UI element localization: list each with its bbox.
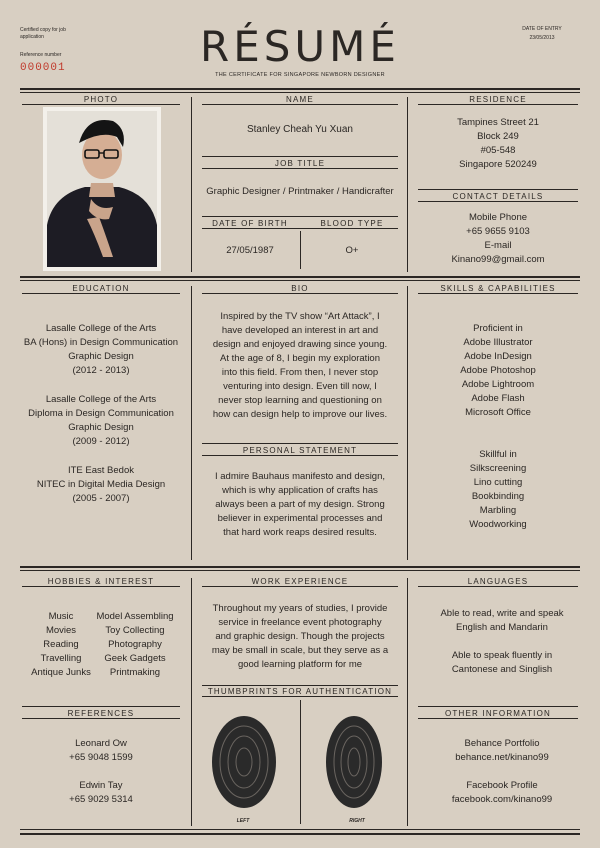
divider (202, 216, 398, 217)
address-line: Tampines Street 21 (457, 117, 539, 128)
divider (202, 685, 398, 686)
statement-line: I admire Bauhaus manifesto and design, (214, 471, 386, 482)
education-line: ITE East Bedok (67, 465, 134, 476)
reference-label: Reference number (20, 52, 62, 58)
divider (191, 578, 192, 826)
divider (202, 228, 398, 229)
statement-line: that hard work reaps desired results. (223, 527, 377, 538)
divider (22, 586, 180, 587)
date-of-entry-label: DATE OF ENTRY (522, 26, 562, 32)
dob-value: 27/05/1987 (226, 245, 274, 256)
skills-heading: SKILLS & CAPABILITIES (440, 284, 556, 293)
date-of-entry-value: 23/05/2013 (529, 35, 555, 41)
address-line: Singapore 520249 (459, 159, 537, 170)
education-line: Graphic Design (68, 422, 134, 433)
divider (22, 104, 180, 105)
hobbies-heading: HOBBIES & INTEREST (47, 577, 155, 586)
hobby-item: Travelling (40, 653, 82, 664)
skill-line: Bookbinding (471, 491, 525, 502)
divider (20, 570, 580, 571)
references-heading: REFERENCES (67, 709, 135, 718)
statement-line: which is why application of crafts has (222, 485, 378, 496)
residence-address (418, 116, 578, 172)
bio-line: never stop learning and questioning on (218, 395, 382, 406)
hobby-item: Geek Gadgets (104, 653, 166, 664)
language-line: Cantonese and Singlish (451, 664, 553, 675)
personal-statement-text (198, 470, 402, 540)
hobby-item: Movies (45, 625, 77, 636)
other-info-line: Behance Portfolio (464, 738, 540, 749)
divider (191, 97, 192, 272)
job-title-heading: JOB TITLE (274, 159, 326, 168)
other-info-heading: OTHER INFORMATION (444, 709, 552, 718)
skill-line: Adobe Illustrator (463, 337, 533, 348)
divider (22, 706, 180, 707)
hobby-item: Toy Collecting (105, 625, 165, 636)
education-heading: EDUCATION (72, 284, 130, 293)
hobbies-right (94, 610, 176, 680)
photo-frame (43, 107, 161, 271)
divider (300, 700, 301, 824)
blood-type-value: O+ (345, 245, 359, 256)
divider (20, 92, 580, 93)
other-info-line: behance.net/kinano99 (455, 752, 549, 763)
divider (191, 286, 192, 560)
education-line: (2009 - 2012) (72, 436, 130, 447)
divider (20, 833, 580, 835)
divider (20, 829, 580, 830)
divider (202, 168, 398, 169)
hobby-item: Model Assembling (96, 611, 174, 622)
bio-line: design and enjoyed drawing since young. (212, 339, 388, 350)
skill-line: Skillful in (479, 449, 517, 460)
divider (407, 578, 408, 826)
divider (20, 276, 580, 278)
divider (418, 104, 578, 105)
education-line: Graphic Design (68, 351, 134, 362)
education-line: Lasalle College of the Arts (45, 394, 157, 405)
divider (202, 696, 398, 697)
dob-heading: DATE OF BIRTH (212, 219, 288, 228)
skill-line: Adobe Photoshop (460, 365, 536, 376)
education-line: (2005 - 2007) (72, 493, 130, 504)
reference-line: Leonard Ow (75, 738, 127, 749)
right-thumb-label: RIGHT (349, 818, 365, 824)
hobby-item: Reading (43, 639, 79, 650)
bio-line: venturing into design. Even till now, I (223, 381, 377, 392)
languages-text (418, 607, 586, 677)
address-line: Block 249 (477, 131, 519, 142)
reference-line: +65 9029 5314 (69, 794, 133, 805)
reference-line: Edwin Tay (79, 780, 123, 791)
divider (202, 455, 398, 456)
divider (202, 586, 398, 587)
work-line: may be small in scale, but they serve as a (211, 645, 389, 656)
language-line: Able to speak fluently in (451, 650, 553, 661)
bio-line: At the age of 8, I begin my exploration (219, 353, 380, 364)
residence-heading: RESIDENCE (469, 95, 527, 104)
work-line: good learning platform for me (237, 659, 363, 670)
contact-heading: CONTACT DETAILS (452, 192, 544, 201)
page-title: RÉSUMÉ (200, 22, 400, 71)
divider (300, 231, 301, 269)
divider (418, 293, 578, 294)
job-title-value: Graphic Designer / Printmaker / Handicrafter (206, 186, 394, 197)
skill-line: Adobe Lightroom (461, 379, 535, 390)
hobbies-left (24, 610, 98, 680)
divider (407, 97, 408, 272)
portrait-photo (43, 107, 161, 271)
language-line: Able to read, write and speak (440, 608, 564, 619)
other-info-list (418, 737, 586, 807)
languages-heading: LANGUAGES (467, 577, 529, 586)
divider (418, 718, 578, 719)
hobby-item: Antique Junks (31, 667, 91, 678)
divider (407, 286, 408, 560)
other-info-line: facebook.com/kinano99 (451, 794, 553, 805)
skill-line: Proficient in (473, 323, 523, 334)
divider (20, 280, 580, 281)
statement-line: always been a part of my design. Strong (215, 499, 385, 510)
bio-line: Inspired by the TV show “Art Attack”, I (220, 311, 380, 322)
references-list (22, 737, 180, 807)
education-line: (2012 - 2013) (72, 365, 130, 376)
skill-line: Lino cutting (473, 477, 523, 488)
contact-line: Kinano99@gmail.com (451, 254, 545, 265)
contact-line: E-mail (484, 240, 512, 251)
skill-line: Adobe Flash (471, 393, 525, 404)
divider (202, 443, 398, 444)
work-line: Throughout my years of studies, I provide (212, 603, 388, 614)
thumbprints-heading: THUMBPRINTS FOR AUTHENTICATION (207, 687, 393, 696)
personal-statement-heading: PERSONAL STATEMENT (242, 446, 358, 455)
right-thumbprint-icon (322, 712, 386, 812)
education-list (12, 322, 190, 506)
hobby-item: Music (48, 611, 74, 622)
skill-line: Marbling (479, 505, 517, 516)
language-line: English and Mandarin (456, 622, 548, 633)
reference-number: 000001 (20, 62, 66, 74)
left-thumb-label: LEFT (236, 818, 250, 824)
work-line: service in freelance event photography (218, 617, 382, 628)
hobby-item: Photography (108, 639, 162, 650)
divider (202, 293, 398, 294)
certified-note: Certified copy for job application (20, 27, 66, 40)
page-subtitle: THE CERTIFICATE FOR SINGAPORE NEWBORN DESIGNER (215, 72, 385, 78)
blood-type-heading: BLOOD TYPE (320, 219, 384, 228)
work-line: and graphic design. Though the projects (215, 631, 385, 642)
statement-line: believer in experimental processes and (217, 513, 383, 524)
skill-line: Microsoft Office (465, 407, 531, 418)
divider (418, 201, 578, 202)
education-line: NITEC in Digital Media Design (36, 479, 166, 490)
divider (202, 156, 398, 157)
work-text (198, 602, 402, 672)
address-line: #05-548 (480, 145, 516, 156)
hobby-item: Printmaking (109, 667, 161, 678)
education-line: BA (Hons) in Design Communication (23, 337, 179, 348)
skill-line: Adobe InDesign (464, 351, 532, 362)
reference-line: +65 9048 1599 (69, 752, 133, 763)
bio-text (198, 310, 402, 422)
bio-line: into this field. From then, I never stop (221, 367, 379, 378)
divider (418, 706, 578, 707)
skill-line: Silkscreening (469, 463, 527, 474)
work-heading: WORK EXPERIENCE (251, 577, 349, 586)
other-info-line: Facebook Profile (466, 780, 538, 791)
divider (22, 293, 180, 294)
name-value: Stanley Cheah Yu Xuan (246, 124, 353, 135)
education-line: Lasalle College of the Arts (45, 323, 157, 334)
name-heading: NAME (286, 95, 314, 104)
contact-details (418, 211, 578, 267)
skills-list (418, 322, 578, 532)
bio-line: have developed an interest in art and (221, 325, 379, 336)
divider (418, 586, 578, 587)
divider (20, 566, 580, 568)
skill-line: Woodworking (469, 519, 527, 530)
bio-line: how can design help to improve our lives. (212, 409, 388, 420)
divider (202, 104, 398, 105)
bio-heading: BIO (291, 284, 309, 293)
divider (20, 88, 580, 90)
left-thumbprint-icon (208, 712, 280, 812)
contact-line: +65 9655 9103 (466, 226, 530, 237)
education-line: Diploma in Design Communication (28, 408, 174, 419)
photo-heading: PHOTO (83, 95, 119, 104)
contact-line: Mobile Phone (468, 212, 528, 223)
divider (418, 189, 578, 190)
divider (22, 718, 180, 719)
